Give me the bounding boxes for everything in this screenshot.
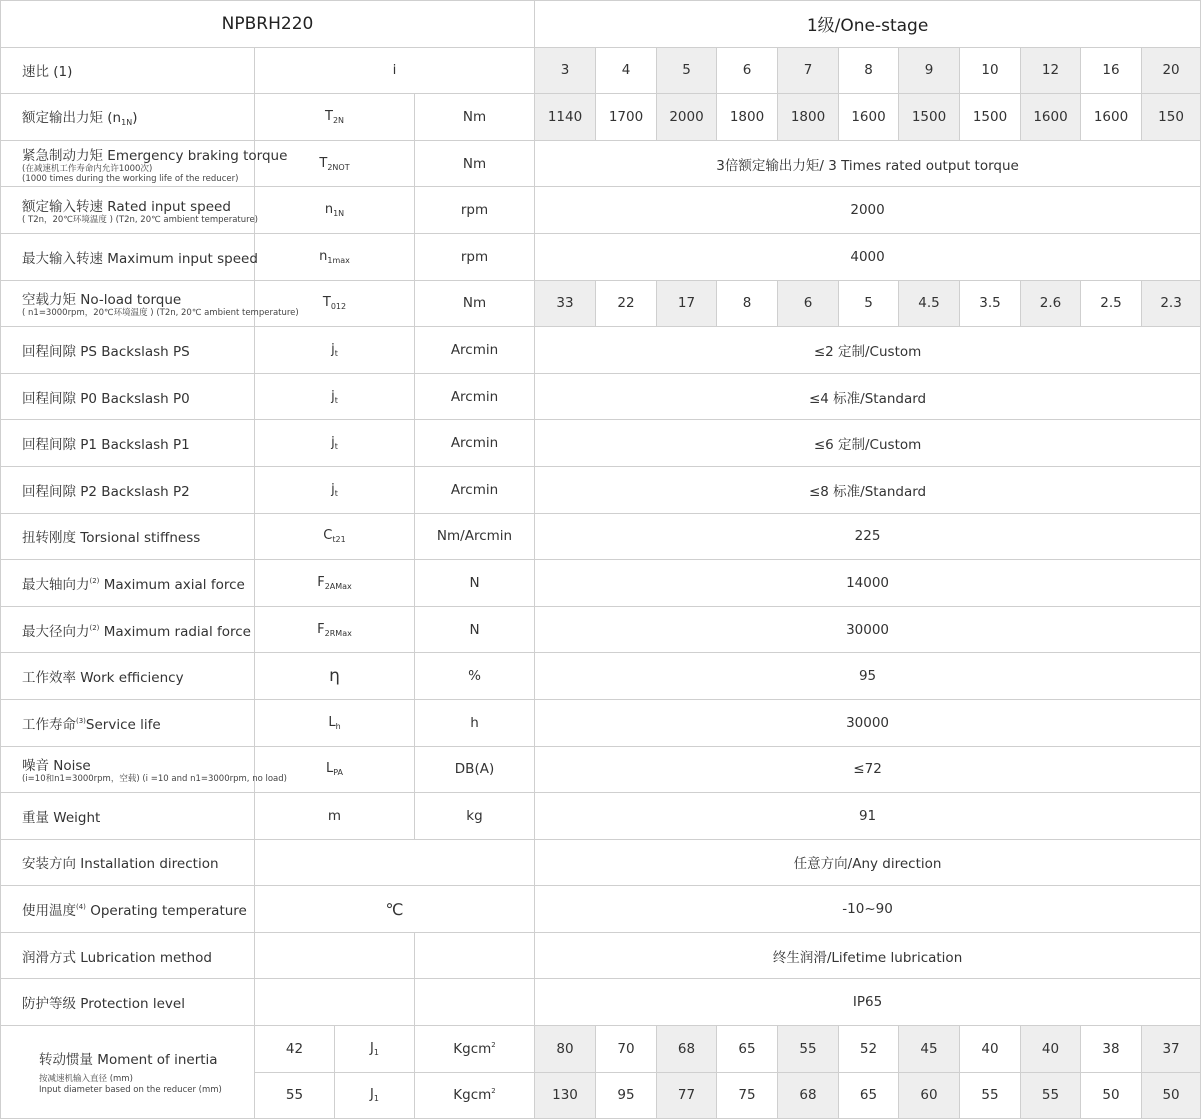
max-speed-row: [1, 233, 1201, 280]
noload-cell: 33: [535, 280, 596, 327]
unit-cell: ℃: [255, 886, 535, 933]
row-label: 速比 (1): [1, 47, 255, 94]
unit-cell: rpm: [415, 233, 535, 280]
row-label: 安装方向 Installation direction: [1, 839, 255, 886]
symbol-cell: $j_t$: [255, 420, 415, 467]
row-label: 紧急制动力矩 Emergency braking torque (在减速机工作寿命内允许1000次) (1000 times during the working life of the reducer): [1, 140, 255, 187]
service-life-row: [1, 699, 1201, 746]
value-cell: ≤8 标准/Standard: [535, 466, 1201, 513]
ratio-symbol: i: [255, 47, 535, 94]
ratio-cell: 7: [778, 47, 839, 94]
inertia-cell: 68: [657, 1026, 717, 1073]
inertia-cell: 77: [657, 1072, 717, 1119]
row-label: 重量 Weight: [1, 793, 255, 840]
inertia-cell: 95: [596, 1072, 657, 1119]
noload-cell: 4.5: [899, 280, 960, 327]
inertia-cell: 60: [899, 1072, 960, 1119]
unit-cell: Kgcm$^2$: [415, 1026, 535, 1073]
noise-row: [1, 746, 1201, 793]
ratio-cell: 9: [899, 47, 960, 94]
ratio-cell: 20: [1142, 47, 1201, 94]
temperature-row: [1, 886, 1201, 933]
value-cell: 14000: [535, 560, 1201, 607]
symbol-cell: $n_{1max}$: [255, 233, 415, 280]
empty-cell: [255, 932, 415, 979]
row-label: 回程间隙 P1 Backslash P1: [1, 420, 255, 467]
axial-force-row: [1, 560, 1201, 607]
value-cell: ≤6 定制/Custom: [535, 420, 1201, 467]
empty-cell: [255, 839, 535, 886]
install-row: [1, 839, 1201, 886]
symbol-cell: $j_t$: [255, 327, 415, 374]
value-cell: IP65: [535, 979, 1201, 1026]
diameter-cell: 55: [255, 1072, 335, 1119]
torque-cell: 1140: [535, 94, 596, 141]
row-label: 回程间隙 P0 Backslash P0: [1, 373, 255, 420]
noload-cell: 2.5: [1081, 280, 1142, 327]
row-label: 最大输入转速 Maximum input speed: [1, 233, 255, 280]
value-cell: ≤4 标准/Standard: [535, 373, 1201, 420]
inertia-cell: 130: [535, 1072, 596, 1119]
row-label: 回程间隙 PS Backslash PS: [1, 327, 255, 374]
unit-cell: Kgcm$^2$: [415, 1072, 535, 1119]
inertia-cell: 65: [839, 1072, 899, 1119]
row-label: 润滑方式 Lubrication method: [1, 932, 255, 979]
rated-torque-row: [1, 94, 1201, 141]
ratio-cell: 10: [960, 47, 1021, 94]
row-label: 工作效率 Work efficiency: [1, 653, 255, 700]
backlash-p2-row: [1, 466, 1201, 513]
ratio-cell: 6: [717, 47, 778, 94]
noload-cell: 22: [596, 280, 657, 327]
noload-cell: 5: [839, 280, 899, 327]
symbol-cell: $j_t$: [255, 466, 415, 513]
unit-cell: rpm: [415, 187, 535, 234]
torque-cell: 150: [1142, 94, 1201, 141]
row-label: 使用温度$^{(4)}$ Operating temperature: [1, 886, 255, 933]
row-label: 最大轴向力$^{(2)}$ Maximum axial force: [1, 560, 255, 607]
unit-cell: %: [415, 653, 535, 700]
value-cell: 3倍额定输出力矩/ 3 Times rated output torque: [535, 140, 1201, 187]
value-cell: 225: [535, 513, 1201, 560]
torque-cell: 1600: [1081, 94, 1142, 141]
value-cell: ≤2 定制/Custom: [535, 327, 1201, 374]
inertia-cell: 68: [778, 1072, 839, 1119]
diameter-cell: 42: [255, 1026, 335, 1073]
symbol-cell: $F_{2RMax}$: [255, 606, 415, 653]
value-cell: 30000: [535, 606, 1201, 653]
unit-cell: Nm: [415, 280, 535, 327]
inertia-cell: 37: [1142, 1026, 1201, 1073]
inertia-cell: 55: [960, 1072, 1021, 1119]
noload-cell: 17: [657, 280, 717, 327]
efficiency-row: [1, 653, 1201, 700]
ratio-cell: 12: [1021, 47, 1081, 94]
inertia-cell: 50: [1142, 1072, 1201, 1119]
unit-cell: DB(A): [415, 746, 535, 793]
torque-cell: 1500: [899, 94, 960, 141]
emergency-torque-row: [1, 140, 1201, 187]
lubrication-row: [1, 932, 1201, 979]
empty-cell: [415, 932, 535, 979]
unit-cell: Nm: [415, 140, 535, 187]
row-label: 空载力矩 No-load torque ( n1=3000rpm，20℃环境温度 ) (T2n, 20℃ ambient temperature): [1, 280, 255, 327]
noload-cell: 6: [778, 280, 839, 327]
backlash-p0-row: [1, 373, 1201, 420]
noload-torque-row: [1, 280, 1201, 327]
protection-row: [1, 979, 1201, 1026]
row-label: 工作寿命$^{(3)}$Service life: [1, 699, 255, 746]
symbol-cell: $L_{PA}$: [255, 746, 415, 793]
inertia-label: 转动惯量 Moment of inertia 按减速机输入直径 (mm) Input diameter based on the reducer (mm): [1, 1026, 255, 1119]
inertia-cell: 45: [899, 1026, 960, 1073]
unit-cell: Nm: [415, 94, 535, 141]
torque-cell: 1700: [596, 94, 657, 141]
inertia-cell: 40: [960, 1026, 1021, 1073]
inertia-cell: 70: [596, 1026, 657, 1073]
inertia-cell: 38: [1081, 1026, 1142, 1073]
unit-cell: h: [415, 699, 535, 746]
inertia-cell: 52: [839, 1026, 899, 1073]
unit-cell: kg: [415, 793, 535, 840]
torque-cell: 1600: [1021, 94, 1081, 141]
ratio-row: [1, 47, 1201, 94]
inertia-row: [1, 1026, 1201, 1073]
stiffness-row: [1, 513, 1201, 560]
empty-cell: [415, 979, 535, 1026]
symbol-cell: $F_{2AMax}$: [255, 560, 415, 607]
radial-force-row: [1, 606, 1201, 653]
symbol-cell: $n_{1N}$: [255, 187, 415, 234]
symbol-cell: $C_{t21}$: [255, 513, 415, 560]
inertia-cell: 50: [1081, 1072, 1142, 1119]
value-cell: 95: [535, 653, 1201, 700]
backlash-ps-row: [1, 327, 1201, 374]
inertia-cell: 55: [1021, 1072, 1081, 1119]
unit-cell: Arcmin: [415, 420, 535, 467]
unit-cell: Arcmin: [415, 327, 535, 374]
rated-speed-row: [1, 187, 1201, 234]
inertia-cell: 40: [1021, 1026, 1081, 1073]
inertia-cell: 65: [717, 1026, 778, 1073]
symbol-cell: $j_t$: [255, 373, 415, 420]
ratio-cell: 4: [596, 47, 657, 94]
value-cell: 91: [535, 793, 1201, 840]
inertia-cell: 75: [717, 1072, 778, 1119]
symbol-cell: $T_{012}$: [255, 280, 415, 327]
torque-cell: 1800: [717, 94, 778, 141]
unit-cell: Arcmin: [415, 466, 535, 513]
row-label: 扭转刚度 Torsional stiffness: [1, 513, 255, 560]
row-label: 最大径向力$^{(2)}$ Maximum radial force: [1, 606, 255, 653]
value-cell: 30000: [535, 699, 1201, 746]
symbol-cell: η: [255, 653, 415, 700]
row-label: 额定输出力矩 $(n_{1N})$: [1, 94, 255, 141]
ratio-cell: 5: [657, 47, 717, 94]
header-row: [1, 1, 1201, 48]
backlash-p1-row: [1, 420, 1201, 467]
row-label: 防护等级 Protection level: [1, 979, 255, 1026]
value-cell: ≤72: [535, 746, 1201, 793]
empty-cell: [255, 979, 415, 1026]
symbol-cell: m: [255, 793, 415, 840]
row-label: 回程间隙 P2 Backslash P2: [1, 466, 255, 513]
torque-cell: 1800: [778, 94, 839, 141]
unit-cell: Arcmin: [415, 373, 535, 420]
unit-cell: N: [415, 606, 535, 653]
symbol-cell: $T_{2N}$: [255, 94, 415, 141]
model-name: NPBRH220: [1, 1, 535, 48]
unit-cell: N: [415, 560, 535, 607]
noload-cell: 8: [717, 280, 778, 327]
inertia-cell: 80: [535, 1026, 596, 1073]
value-cell: -10~90: [535, 886, 1201, 933]
torque-cell: 2000: [657, 94, 717, 141]
value-cell: 终生润滑/Lifetime lubrication: [535, 932, 1201, 979]
noload-cell: 3.5: [960, 280, 1021, 327]
ratio-cell: 3: [535, 47, 596, 94]
ratio-cell: 8: [839, 47, 899, 94]
symbol-cell: $J_1$: [335, 1072, 415, 1119]
row-label: 噪音 Noise (i=10和n1=3000rpm，空载) (i =10 and n1=3000rpm, no load): [1, 746, 255, 793]
ratio-cell: 16: [1081, 47, 1142, 94]
symbol-cell: $J_1$: [335, 1026, 415, 1073]
noload-cell: 2.6: [1021, 280, 1081, 327]
value-cell: 4000: [535, 233, 1201, 280]
noload-cell: 2.3: [1142, 280, 1201, 327]
row-label: 额定输入转速 Rated input speed ( T2n，20℃环境温度 ) (T2n, 20℃ ambient temperature): [1, 187, 255, 234]
torque-cell: 1500: [960, 94, 1021, 141]
symbol-cell: $L_h$: [255, 699, 415, 746]
unit-cell: Nm/Arcmin: [415, 513, 535, 560]
inertia-cell: 55: [778, 1026, 839, 1073]
value-cell: 任意方向/Any direction: [535, 839, 1201, 886]
value-cell: 2000: [535, 187, 1201, 234]
stage-title: 1级/One-stage: [535, 1, 1201, 48]
symbol-cell: $T_{2NOT}$: [255, 140, 415, 187]
weight-row: [1, 793, 1201, 840]
torque-cell: 1600: [839, 94, 899, 141]
